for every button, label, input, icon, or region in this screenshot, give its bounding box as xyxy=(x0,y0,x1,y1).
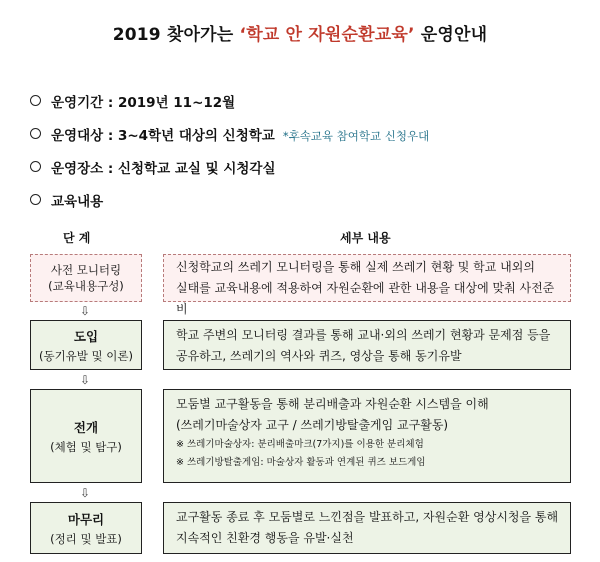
down-arrow-icon: ⇩ xyxy=(79,373,91,387)
col-header-stage: 단 계 xyxy=(63,231,91,245)
info-content: 교육내용 xyxy=(30,190,103,210)
circle-bullet-icon xyxy=(30,128,41,139)
detail-pre-monitoring: 신청학교의 쓰레기 모니터링을 통해 실제 쓰레기 현황 및 학교 내외의 실태를 교육내용에 적용하여 자원순환에 관한 내용을 대상에 맞춰 사전준비 xyxy=(163,254,571,302)
detail-wrap-up: 교구활동 종료 후 모둠별로 느낀점을 발표하고, 자원순환 영상시청을 통해 지속적인 친환경 행동을 유발·실천 xyxy=(163,502,571,554)
col-header-detail: 세부 내용 xyxy=(340,231,391,245)
stage-pre-monitoring: 사전 모니터링 (교육내용구성) xyxy=(30,254,142,302)
down-arrow-icon: ⇩ xyxy=(79,486,91,500)
circle-bullet-icon xyxy=(30,95,41,106)
target-note: *후속교육 참여학교 신청우대 xyxy=(282,129,430,143)
page-title: 2019 찾아가는 ‘학교 안 자원순환교육’ 운영안내 xyxy=(112,25,488,45)
detail-development: 모둠별 교구활동을 통해 분리배출과 자원순환 시스템을 이해 (쓰레기마술상자 교구 / 쓰레기방탈출게임 교구활동) ※ 쓰레기마술상자: 분리배출마크(7가지)를 이용한 분리체험 ※ 쓰레기방탈출게임: 마술상자 활동과 연계된 퀴즈 보드게임 xyxy=(163,389,571,483)
stage-intro: 도입 (동기유발 및 이론) xyxy=(30,320,142,370)
info-place: 운영장소 : 신청학교 교실 및 시청각실 xyxy=(30,157,276,177)
info-target: 운영대상 : 3~4학년 대상의 신청학교 *후속교육 참여학교 신청우대 xyxy=(30,124,429,144)
circle-bullet-icon xyxy=(30,194,41,205)
info-period: 운영기간 : 2019년 11~12월 xyxy=(30,91,235,111)
stage-development: 전개 (체험 및 탐구) xyxy=(30,389,142,483)
circle-bullet-icon xyxy=(30,161,41,172)
title-highlight: ‘학교 안 자원순환교육’ xyxy=(239,25,415,45)
detail-intro: 학교 주변의 모니터링 결과를 통해 교내·외의 쓰레기 현황과 문제점 등을 공유하고, 쓰레기의 역사와 퀴즈, 영상을 통해 동기유발 xyxy=(163,320,571,370)
stage-wrap-up: 마무리 (정리 및 발표) xyxy=(30,502,142,554)
down-arrow-icon: ⇩ xyxy=(79,304,91,318)
